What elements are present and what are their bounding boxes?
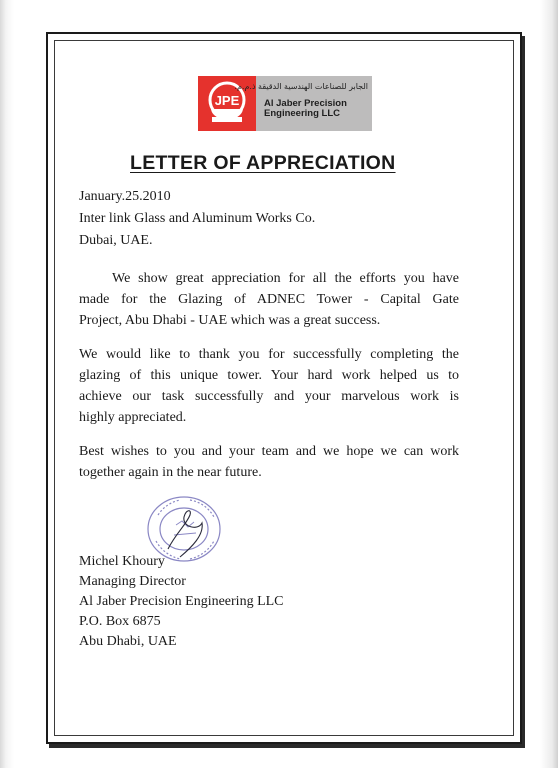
letter-date: January.25.2010 <box>79 189 171 204</box>
signatory-city: Abu Dhabi, UAE <box>79 634 177 649</box>
logo-english-line2: Engineering LLC <box>264 108 340 119</box>
logo-monogram: JPE <box>214 93 240 108</box>
signatory-company: Al Jaber Precision Engineering LLC <box>79 594 284 609</box>
paragraph-3-line: together again in the near future. <box>79 465 262 480</box>
paragraph-2-line: glazing of this unique tower. Your hard work helped us to <box>79 368 459 383</box>
paragraph-3-line: Best wishes to you and your team and we hope we can work <box>79 444 459 459</box>
paragraph-1-line: We show great appreciation for all the efforts you have <box>112 271 459 286</box>
recipient-name: Inter link Glass and Aluminum Works Co. <box>79 211 316 226</box>
company-logo <box>198 76 372 131</box>
recipient-location: Dubai, UAE. <box>79 233 153 248</box>
logo-english-name <box>264 99 368 119</box>
logo-arabic-name: الجابر للصناعات الهندسية الدقيقة ذ.م.م. <box>234 82 368 91</box>
signatory-title: Managing Director <box>79 574 186 589</box>
paragraph-2-line: We would like to thank you for successfully completing the <box>79 347 459 362</box>
letter-title: LETTER OF APPRECIATION <box>130 152 396 174</box>
paragraph-2 <box>79 344 459 428</box>
paragraph-3 <box>79 441 459 483</box>
paragraph-1-line: Project, Abu Dhabi - UAE which was a great success. <box>79 313 381 328</box>
signatory-po-box: P.O. Box 6875 <box>79 614 161 629</box>
signatory-name: Michel Khoury <box>79 554 165 569</box>
paragraph-2-line: achieve our task successfully and your marvelous work is <box>79 389 459 404</box>
logo-english-line1: Al Jaber Precision <box>264 98 347 109</box>
paragraph-2-line: highly appreciated. <box>79 410 187 425</box>
paragraph-1 <box>79 268 459 331</box>
paragraph-1-line: made for the Glazing of ADNEC Tower - Capital Gate <box>79 292 459 307</box>
